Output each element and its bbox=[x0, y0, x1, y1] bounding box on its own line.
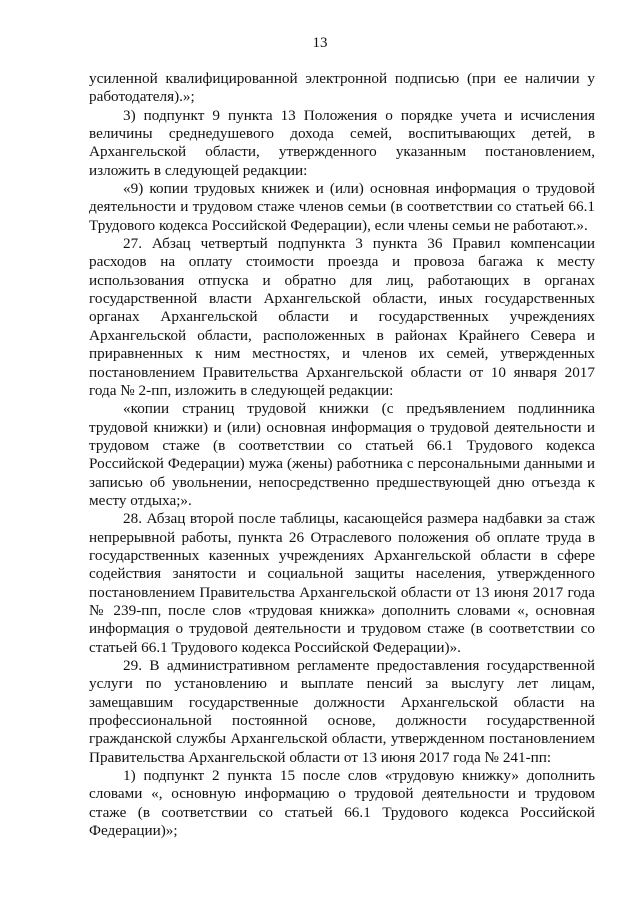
document-body bbox=[89, 70, 595, 840]
paragraph-item-28: 28. Абзац второй после таблицы, касающейся размера надбавки за стаж непрерывной работы, пункта 26 Отраслевого положения об оплате труда в государственных казенных учреждениях Архангельской области в сфере содействия занятости и социальной защиты населения, утвержденного постановлением Правительства Архангельской области от 13 июня 2017 года № 239-пп, после слов «трудовая книжка» дополнить словами «, основная информация о трудовой деятельности и трудовом стаже (в соответствии со статьей 66.1 Трудового кодекса Российской Федерации)». bbox=[89, 510, 595, 656]
paragraph-item-27: 27. Абзац четвертый подпункта 3 пункта 36 Правил компенсации расходов на оплату стоимости проезда и провоза багажа к месту использования отпуска и обратно для лиц, работающих в органах государственной власти Архангельской области, иных государственных органах Архангельской области и государственных учреждениях Архангельской области, расположенных в районах Крайнего Севера и приравненных к ним местностях, и членов их семей, утвержденных постановлением Правительства Архангельской области от 10 января 2017 года № 2-пп, изложить в следующей редакции: bbox=[89, 235, 595, 399]
paragraph-quote-27: «копии страниц трудовой книжки (с предъявлением подлинника трудовой книжки) и (или) основная информация о трудовой деятельности и трудовом стаже (в соответствии со статьей 66.1 Трудового кодекса Российской Федерации) мужа (жены) работника с персональными данными и записью об увольнении, непосредственно предшествующей дню отъезда к месту отдыха;». bbox=[89, 400, 595, 509]
paragraph-subitem-3: 3) подпункт 9 пункта 13 Положения о порядке учета и исчисления величины среднедушевого дохода семей, воспитывающих детей, в Архангельской области, утвержденного указанным постановлением, изложить в следующей редакции: bbox=[89, 106, 595, 179]
paragraph-subitem-1: 1) подпункт 2 пункта 15 после слов «трудовую книжку» дополнить словами «, основную информацию о трудовой деятельности и трудовом стаже (в соответствии со статьей 66.1 Трудового кодекса Российской Федерации)»; bbox=[89, 767, 595, 840]
paragraph-continuation: усиленной квалифицированной электронной подписью (при ее наличии у работодателя).»; bbox=[89, 70, 595, 106]
paragraph-quote-9: «9) копии трудовых книжек и (или) основная информация о трудовой деятельности и трудовом стаже членов семьи (в соответствии со статьей 66.1 Трудового кодекса Российской Федерации), если члены семьи не работают.». bbox=[89, 180, 595, 234]
page-number: 13 bbox=[312, 35, 328, 51]
paragraph-item-29: 29. В административном регламенте предоставления государственной услуги по установлению и выплате пенсий за выслугу лет лицам, замещавшим государственные должности Архангельской области на профессиональной постоянной основе, должности государственной гражданской службы Архангельской области, утвержденном постановлением Правительства Архангельской области от 13 июня 2017 года № 241-пп: bbox=[89, 657, 595, 766]
